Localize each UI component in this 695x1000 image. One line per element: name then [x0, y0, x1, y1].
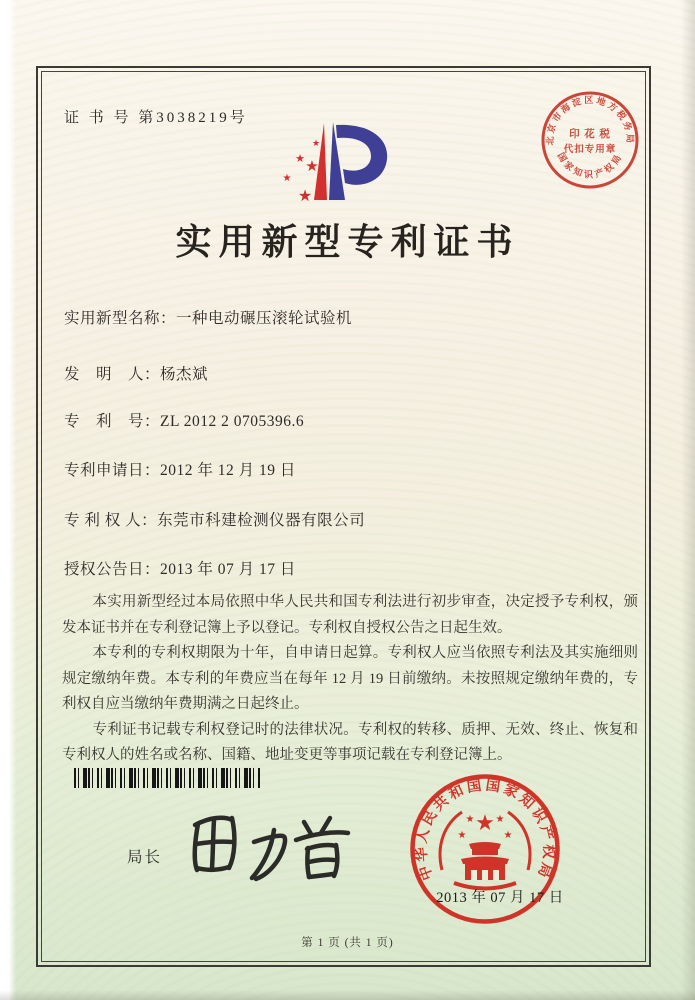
tax-stamp-arc-top-text: 北京市海淀区地方税务局 [544, 94, 636, 146]
field-value: 2012 年 12 月 19 日 [160, 462, 296, 479]
star-icon: ★ [311, 138, 321, 148]
field-label: 专利申请日： [64, 462, 161, 479]
field-inventor [64, 362, 208, 384]
tiananmen-gate-icon [461, 842, 509, 880]
star-icon: ★ [282, 173, 292, 184]
field-label: 专 利 权 人： [64, 512, 158, 529]
sipo-logo-icon [266, 118, 398, 214]
legal-text [62, 590, 638, 769]
certificate-number: 证 书 号 第3038219号 [64, 110, 248, 126]
star-icon: ★ [465, 814, 475, 825]
page-footer: 第 1 页 (共 1 页) [301, 937, 394, 949]
national-emblem-icon [440, 810, 530, 889]
director-signature [168, 798, 353, 893]
logo-blue-bowl [336, 125, 387, 185]
tax-stamp-seal [538, 88, 642, 192]
star-icon: ★ [475, 810, 495, 835]
field-patentee [64, 508, 365, 530]
legal-paragraph: 本实用新型经过本局依照中华人民共和国专利法进行初步审查，决定授予专利权，颁发本证书并在专利登记簿上予以登记。专利权自授权公告之日起生效。 [62, 594, 638, 636]
field-label: 授权公告日： [64, 561, 161, 578]
field-label: 发 明 人： [64, 366, 161, 383]
star-icon: ★ [305, 159, 319, 175]
legal-paragraph: 专利证书记载专利权登记时的法律状况。专利权的转移、质押、无效、终止、恢复和专利权人的姓名或名称、国籍、地址变更等事项记载在专利登记簿上。 [62, 721, 638, 763]
scan-edge-right [681, 0, 695, 1000]
seal-ring-text: 中华人民共和国国家知识产权局 [413, 777, 557, 883]
certificate-title: 实用新型专利证书 [175, 222, 520, 262]
field-patent-number [64, 409, 304, 431]
seal-date: 2013 年 07 月 17 日 [436, 890, 564, 906]
legal-paragraph: 本专利的专利权期限为十年，自申请日起算。专利权人应当依照专利法及其实施细则规定缴纳年费。本专利的年费应当在每年 12 月 19 日前缴纳。未按照规定缴纳年费的，专利权自应当缴纳年费期满之日起终止。 [62, 645, 638, 712]
field-value: ZL 2012 2 0705396.6 [160, 413, 305, 430]
tax-stamp-line2: 代扣专用章 [563, 145, 617, 155]
tax-stamp-line1: 印 花 税 [569, 129, 611, 140]
star-icon: ★ [503, 830, 513, 841]
star-icon: ★ [457, 830, 467, 841]
tax-stamp-arc-bottom-text: 国家知识产权局 [555, 150, 625, 180]
field-value: 2013 年 07 月 17 日 [160, 561, 296, 578]
star-icon: ★ [297, 188, 313, 205]
field-value: 杨杰斌 [160, 366, 209, 383]
scan-edge-bottom [0, 990, 695, 1000]
star-icon: ★ [495, 814, 505, 825]
field-utility-model-name [64, 306, 352, 328]
field-value: 东莞市科建检测仪器有限公司 [157, 512, 366, 529]
field-label: 实用新型名称： [64, 310, 177, 327]
star-icon: ★ [295, 153, 305, 165]
director-title: 局长 [127, 849, 163, 866]
field-application-date [64, 458, 296, 480]
field-value: 一种电动碾压滚轮试验机 [176, 310, 353, 327]
field-grant-date [64, 557, 296, 579]
barcode [74, 768, 262, 788]
scan-edge-left [0, 0, 16, 1000]
field-label: 专 利 号： [64, 413, 161, 430]
